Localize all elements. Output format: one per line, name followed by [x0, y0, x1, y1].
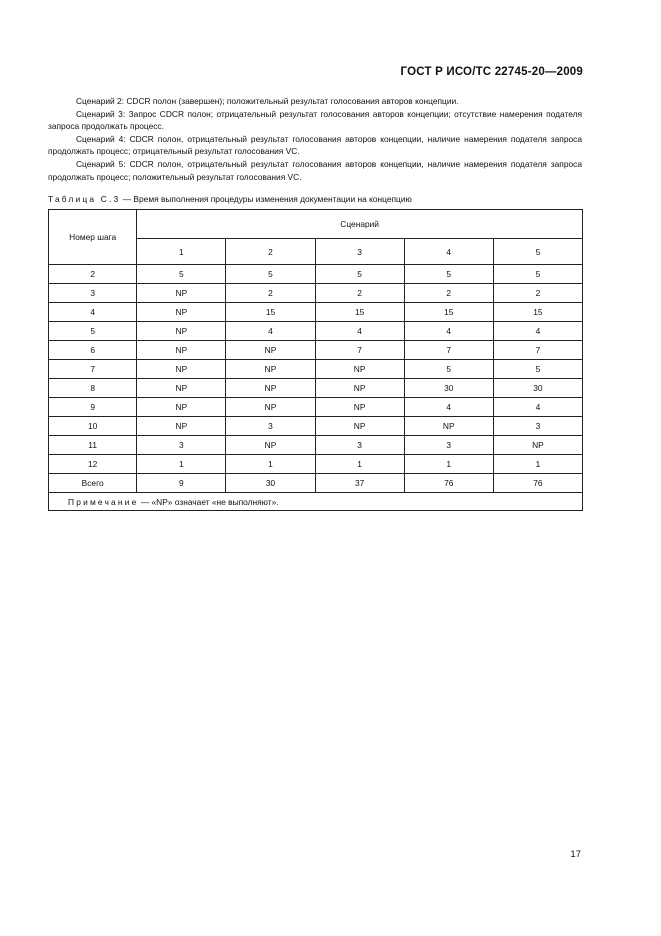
table-cell: 4	[49, 303, 137, 322]
step-number-header: Номер шага	[49, 210, 137, 265]
table-cell: 30	[493, 379, 582, 398]
table-cell: 7	[493, 341, 582, 360]
table-cell: 8	[49, 379, 137, 398]
scenario-number-header: 1	[137, 239, 226, 265]
scenario-2-text: Сценарий 2: CDCR полон (завершен); положительный результат голосования авторов концепции.	[76, 96, 459, 106]
table-cell: 30	[404, 379, 493, 398]
table-cell: NP	[137, 322, 226, 341]
table-row	[49, 379, 583, 398]
table-cell: 2	[49, 265, 137, 284]
table-cell: 5	[315, 265, 404, 284]
table-cell: 2	[404, 284, 493, 303]
scenario-3-text: Сценарий 3: Запрос CDCR полон; отрицательный результат голосования авторов концепции; отсутствие намерения подателя запроса продолжать процесс.	[48, 108, 582, 132]
table-cell: NP	[226, 398, 315, 417]
document-header: ГОСТ Р ИСО/ТС 22745-20—2009	[400, 66, 583, 78]
scenario-4-text: Сценарий 4: CDCR полон, отрицательный результат голосования авторов концепции, наличие намерения подателя запроса продолжать процесс; отрицательный результат голосования VC.	[48, 133, 582, 157]
table-cell: 5	[49, 322, 137, 341]
table-note-text: — «NP» означает «не выполняют».	[140, 496, 279, 507]
table-cell: 6	[49, 341, 137, 360]
table-cell: 5	[404, 360, 493, 379]
table-cell: 5	[493, 265, 582, 284]
table-row	[49, 417, 583, 436]
table-cell: NP	[137, 417, 226, 436]
table-cell: 15	[315, 303, 404, 322]
table-cell: NP	[226, 379, 315, 398]
table-cell: 2	[226, 284, 315, 303]
table-cell: 76	[404, 474, 493, 493]
table-cell: 4	[404, 398, 493, 417]
table-cell: NP	[226, 341, 315, 360]
table-cell: 4	[404, 322, 493, 341]
table-cell: NP	[315, 417, 404, 436]
table-cell: NP	[493, 436, 582, 455]
scenario-header: Сценарий	[137, 210, 583, 239]
table-cell: NP	[137, 303, 226, 322]
table-cell: 9	[137, 474, 226, 493]
table-cell: 3	[404, 436, 493, 455]
table-row	[49, 322, 583, 341]
table-cell: 3	[315, 436, 404, 455]
table-row-total	[49, 474, 583, 493]
table-row	[49, 360, 583, 379]
table-cell: NP	[315, 398, 404, 417]
table-cell: NP	[137, 360, 226, 379]
page-number: 17	[570, 849, 581, 860]
table-cell: 7	[404, 341, 493, 360]
table-row	[49, 303, 583, 322]
table-cell: NP	[137, 398, 226, 417]
scenario-number-header: 5	[493, 239, 582, 265]
scenario-5-text: Сценарий 5: CDCR полон, отрицательный результат голосования авторов концепции, наличие намерения подателя запроса продолжать процесс; положительный результат голосования VC.	[48, 158, 582, 182]
table-cell: 7	[315, 341, 404, 360]
table-cell: 3	[137, 436, 226, 455]
table-row	[49, 341, 583, 360]
table-cell: 10	[49, 417, 137, 436]
scenario-number-header: 4	[404, 239, 493, 265]
table-cell: 15	[404, 303, 493, 322]
table-cell: 2	[493, 284, 582, 303]
table-cell: 15	[226, 303, 315, 322]
table-cell: 3	[226, 417, 315, 436]
table-cell: NP	[137, 284, 226, 303]
table-caption-text: — Время выполнения процедуры изменения документации на концепцию	[122, 194, 412, 204]
table-cell: Всего	[49, 474, 137, 493]
table-cell: 4	[315, 322, 404, 341]
table-cell: NP	[137, 379, 226, 398]
table-cell: 76	[493, 474, 582, 493]
scenario-descriptions	[48, 95, 582, 183]
table-caption-label: Таблица С.3	[48, 194, 121, 204]
table-cell: 37	[315, 474, 404, 493]
table-row	[49, 265, 583, 284]
table-cell: NP	[137, 341, 226, 360]
table-cell: 1	[315, 455, 404, 474]
table-cell: NP	[226, 360, 315, 379]
table-row	[49, 455, 583, 474]
table-note-row	[49, 493, 583, 511]
table-row	[49, 284, 583, 303]
scenario-number-header: 2	[226, 239, 315, 265]
table-cell: 4	[493, 398, 582, 417]
table-cell: 5	[404, 265, 493, 284]
table-cell: 1	[137, 455, 226, 474]
table-cell: 3	[493, 417, 582, 436]
table-cell: 4	[493, 322, 582, 341]
table-cell: NP	[315, 360, 404, 379]
table-cell: 1	[493, 455, 582, 474]
table-cell: 5	[493, 360, 582, 379]
table-cell: 30	[226, 474, 315, 493]
table-cell: NP	[404, 417, 493, 436]
table-cell: NP	[226, 436, 315, 455]
table-cell: 9	[49, 398, 137, 417]
table-caption	[48, 194, 412, 204]
table-cell: 7	[49, 360, 137, 379]
table-cell: 12	[49, 455, 137, 474]
table-row	[49, 398, 583, 417]
table-cell: NP	[315, 379, 404, 398]
table-cell: 15	[493, 303, 582, 322]
scenario-number-header: 3	[315, 239, 404, 265]
table-note-label: Примечание	[68, 496, 139, 507]
table-cell: 3	[49, 284, 137, 303]
table-cell: 1	[226, 455, 315, 474]
table-cell: 2	[315, 284, 404, 303]
table-cell: 11	[49, 436, 137, 455]
timing-table	[48, 209, 583, 511]
table-cell: 4	[226, 322, 315, 341]
table-cell: 5	[226, 265, 315, 284]
table-cell: 5	[137, 265, 226, 284]
table-cell: 1	[404, 455, 493, 474]
table-note	[49, 493, 583, 511]
table-row	[49, 436, 583, 455]
